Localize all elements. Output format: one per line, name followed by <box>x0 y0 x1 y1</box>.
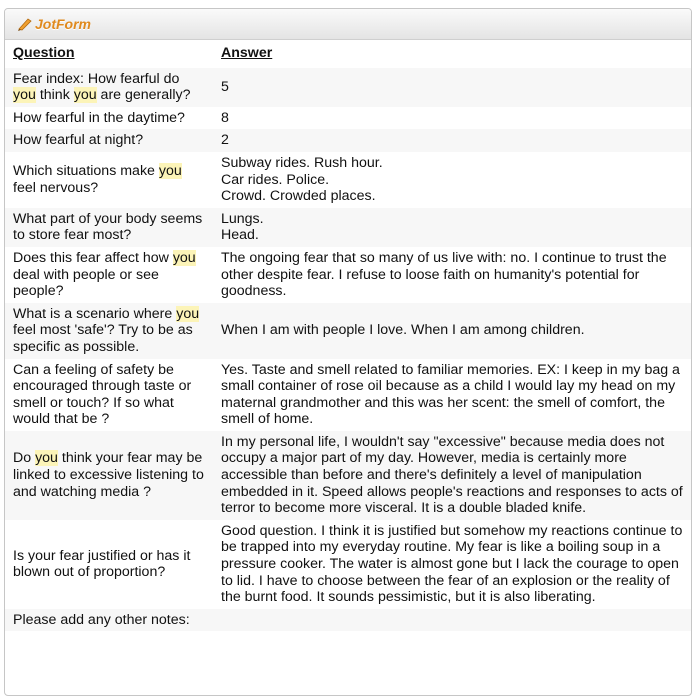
table-row <box>5 107 691 130</box>
table-row <box>5 68 691 107</box>
question-column-header: Question <box>5 40 213 68</box>
answer-cell: 5 <box>213 68 691 107</box>
question-cell: How fearful at night? <box>5 129 213 152</box>
answer-cell: The ongoing fear that so many of us live with: no. I continue to trust the other despite fear. I refuse to loose faith on humanity's potential for goodness. <box>213 247 691 303</box>
answer-cell: Good question. I think it is justified but somehow my reactions continue to be trapped into my everyday routine. My fear is like a boiling soup in a pressure cooker. The water is almost gone but I lack the courage to open to lid. I have to choose between the fear of an explosion or the reality of the burnt food. It sounds pessimistic, but it is also liberating. <box>213 520 691 609</box>
question-cell: Is your fear justified or has it blown out of proportion? <box>5 520 213 609</box>
highlighted-term: you <box>13 87 36 104</box>
table-header-row <box>5 40 691 68</box>
table-row <box>5 359 691 431</box>
answer-cell <box>213 609 691 632</box>
logo-text: JotForm <box>35 16 91 32</box>
answer-column-header: Answer <box>213 40 691 68</box>
table-row <box>5 609 691 632</box>
table-row <box>5 303 691 359</box>
answer-cell: In my personal life, I wouldn't say "excessive" because media does not occupy a major part of my day. However, media is certainly more accessible than before and there's definitely a level of manipulation embedded in it. Speed allows people's reactions and responses to acts of terror to become more visceral. It is a double bladed knife. <box>213 431 691 520</box>
table-row <box>5 247 691 303</box>
highlighted-term: you <box>158 163 182 180</box>
answer-cell: Lungs. Head. <box>213 208 691 247</box>
pencil-icon <box>17 17 33 31</box>
question-cell: Please add any other notes: <box>5 609 213 632</box>
submission-table <box>5 40 691 631</box>
question-cell: Fear index: How fearful do you think you are generally? <box>5 68 213 107</box>
question-cell: Can a feeling of safety be encouraged through taste or smell or touch? If so what would that be ? <box>5 359 213 431</box>
highlighted-term: you <box>172 249 196 266</box>
jotform-logo[interactable] <box>17 16 91 32</box>
question-cell: How fearful in the daytime? <box>5 107 213 130</box>
question-cell: Which situations make you feel nervous? <box>5 152 213 208</box>
submission-panel <box>4 8 692 696</box>
table-row <box>5 129 691 152</box>
table-row <box>5 431 691 520</box>
table-row <box>5 520 691 609</box>
header-bar <box>5 9 691 40</box>
highlighted-term: you <box>35 450 58 467</box>
question-cell: What is a scenario where you feel most 'safe'? Try to be as specific as possible. <box>5 303 213 359</box>
table-row <box>5 152 691 208</box>
answer-cell: When I am with people I love. When I am among children. <box>213 303 691 359</box>
highlighted-term: you <box>73 87 97 104</box>
question-cell: What part of your body seems to store fear most? <box>5 208 213 247</box>
question-cell: Do you think your fear may be linked to excessive listening to and watching media ? <box>5 431 213 520</box>
answer-cell: 2 <box>213 129 691 152</box>
highlighted-term: you <box>176 305 200 322</box>
question-cell: Does this fear affect how you deal with people or see people? <box>5 247 213 303</box>
answer-cell: Subway rides. Rush hour. Car rides. Police. Crowd. Crowded places. <box>213 152 691 208</box>
answer-cell: Yes. Taste and smell related to familiar memories. EX: I keep in my bag a small container of rose oil because as a child I would lay my head on my maternal grandmother and this was her scent: the smell of comfort, the smell of home. <box>213 359 691 431</box>
answer-cell: 8 <box>213 107 691 130</box>
table-row <box>5 208 691 247</box>
